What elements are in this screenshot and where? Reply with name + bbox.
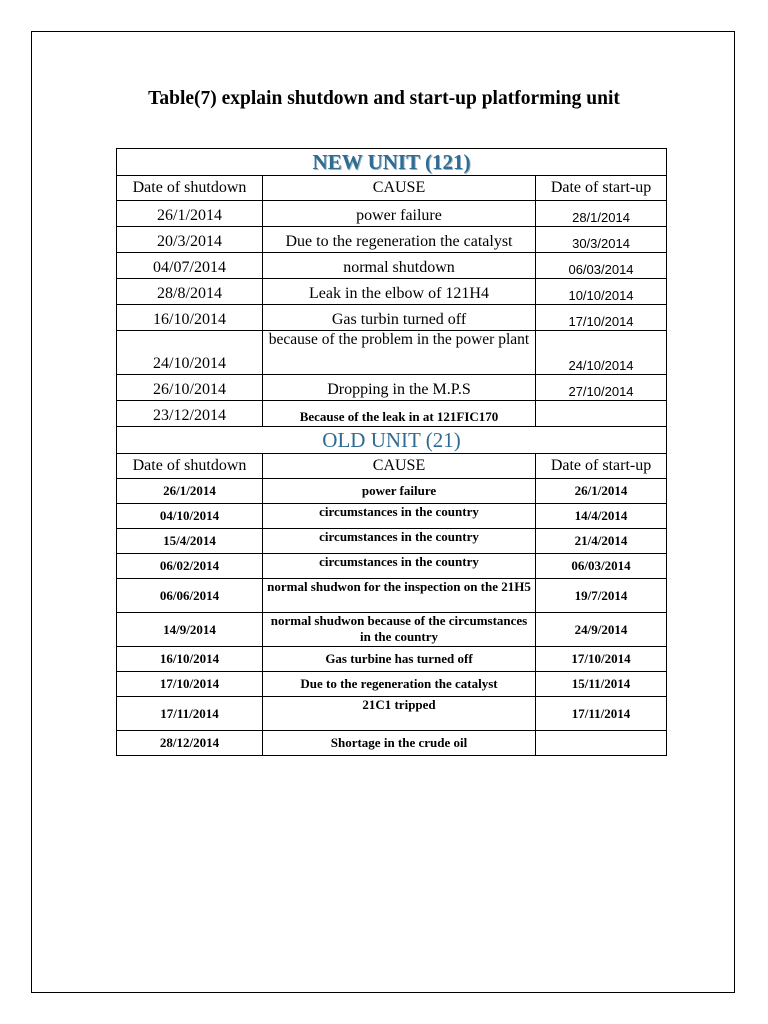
header-cause: CAUSE: [263, 454, 536, 479]
startup-date: [536, 401, 667, 427]
cause-cell: because of the problem in the power plant: [263, 331, 536, 375]
startup-date: 26/1/2014: [536, 479, 667, 504]
new-unit-title: NEW UNIT (121): [312, 149, 471, 174]
startup-date: 27/10/2014: [536, 375, 667, 401]
table-row: [117, 305, 667, 331]
table-row: [117, 253, 667, 279]
old-unit-title-row: [117, 427, 667, 454]
table-row: [117, 279, 667, 305]
table-row: [117, 331, 667, 375]
cause-cell: normal shudwon for the inspection on the 21H5: [263, 579, 536, 613]
startup-date: 17/11/2014: [536, 697, 667, 731]
shutdown-date: 06/02/2014: [117, 554, 263, 579]
shutdown-date: 14/9/2014: [117, 613, 263, 647]
shutdown-startup-table: [116, 148, 667, 756]
cause-cell: Gas turbine has turned off: [263, 647, 536, 672]
cause-cell: circumstances in the country: [263, 554, 536, 579]
shutdown-date: 28/8/2014: [117, 279, 263, 305]
startup-date: 30/3/2014: [536, 227, 667, 253]
table-row: [117, 529, 667, 554]
table-row: [117, 554, 667, 579]
new-unit-header-row: [117, 176, 667, 201]
cause-cell: Gas turbin turned off: [263, 305, 536, 331]
cause-cell: Due to the regeneration the catalyst: [263, 672, 536, 697]
startup-date: 28/1/2014: [536, 201, 667, 227]
shutdown-date: 24/10/2014: [117, 331, 263, 375]
table-row: [117, 375, 667, 401]
shutdown-date: 06/06/2014: [117, 579, 263, 613]
header-startup: Date of start-up: [536, 176, 667, 201]
shutdown-date: 23/12/2014: [117, 401, 263, 427]
shutdown-date: 16/10/2014: [117, 305, 263, 331]
shutdown-date: 04/07/2014: [117, 253, 263, 279]
startup-date: 24/10/2014: [536, 331, 667, 375]
cause-cell: Shortage in the crude oil: [263, 731, 536, 756]
cause-cell: Due to the regeneration the catalyst: [263, 227, 536, 253]
startup-date: 10/10/2014: [536, 279, 667, 305]
old-unit-header-row: [117, 454, 667, 479]
table-row: [117, 697, 667, 731]
new-unit-title-row: [117, 149, 667, 176]
startup-date: 17/10/2014: [536, 305, 667, 331]
new-unit-title-cell: [117, 149, 667, 176]
table-row: [117, 731, 667, 756]
shutdown-date: 26/10/2014: [117, 375, 263, 401]
startup-date: 06/03/2014: [536, 253, 667, 279]
startup-date: 06/03/2014: [536, 554, 667, 579]
header-startup: Date of start-up: [536, 454, 667, 479]
table-row: [117, 672, 667, 697]
shutdown-date: 04/10/2014: [117, 504, 263, 529]
table-caption: Table(7) explain shutdown and start-up platforming unit: [148, 88, 620, 109]
table-row: [117, 504, 667, 529]
startup-date: 15/11/2014: [536, 672, 667, 697]
shutdown-date: 17/10/2014: [117, 672, 263, 697]
table-row: [117, 401, 667, 427]
startup-date: 14/4/2014: [536, 504, 667, 529]
table-row: [117, 227, 667, 253]
table-row: [117, 647, 667, 672]
cause-cell: normal shutdown: [263, 253, 536, 279]
header-cause: CAUSE: [263, 176, 536, 201]
startup-date: 21/4/2014: [536, 529, 667, 554]
shutdown-date: 20/3/2014: [117, 227, 263, 253]
cause-cell: circumstances in the country: [263, 529, 536, 554]
old-unit-title-cell: [117, 427, 667, 454]
cause-cell: Because of the leak in at 121FIC170: [263, 401, 536, 427]
old-unit-title: OLD UNIT (21): [322, 427, 461, 452]
shutdown-date: 16/10/2014: [117, 647, 263, 672]
table-row: [117, 201, 667, 227]
shutdown-date: 17/11/2014: [117, 697, 263, 731]
cause-cell: Dropping in the M.P.S: [263, 375, 536, 401]
shutdown-date: 26/1/2014: [117, 201, 263, 227]
cause-cell: 21C1 tripped: [263, 697, 536, 731]
cause-cell: normal shudwon because of the circumstances in the country: [263, 613, 536, 647]
shutdown-date: 15/4/2014: [117, 529, 263, 554]
shutdown-date: 26/1/2014: [117, 479, 263, 504]
startup-date: 19/7/2014: [536, 579, 667, 613]
cause-cell: power failure: [263, 479, 536, 504]
cause-cell: Leak in the elbow of 121H4: [263, 279, 536, 305]
startup-date: 24/9/2014: [536, 613, 667, 647]
table-row: [117, 613, 667, 647]
header-shutdown: Date of shutdown: [117, 176, 263, 201]
table-row: [117, 479, 667, 504]
cause-cell: circumstances in the country: [263, 504, 536, 529]
header-shutdown: Date of shutdown: [117, 454, 263, 479]
startup-date: [536, 731, 667, 756]
cause-cell: power failure: [263, 201, 536, 227]
startup-date: 17/10/2014: [536, 647, 667, 672]
table-row: [117, 579, 667, 613]
shutdown-date: 28/12/2014: [117, 731, 263, 756]
